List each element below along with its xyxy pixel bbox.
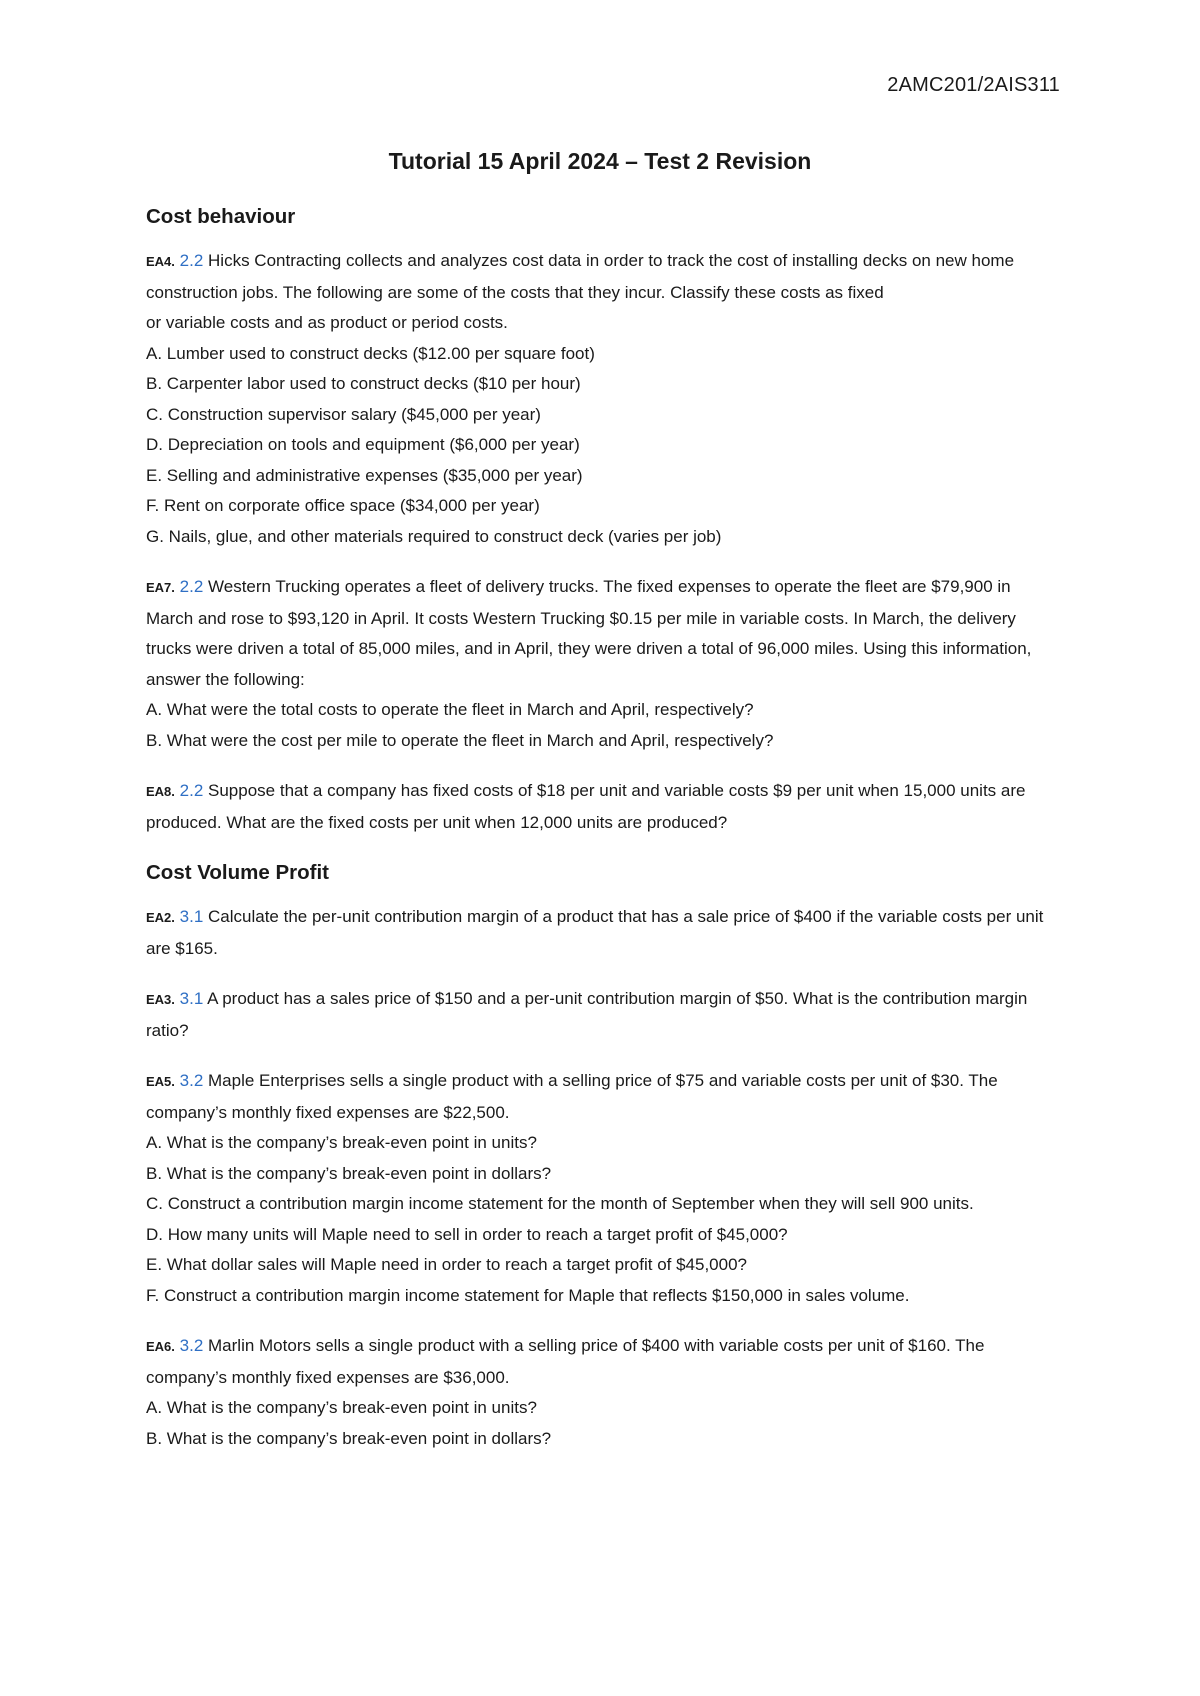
document-body [146, 202, 1056, 1474]
section-cost-volume-profit [146, 858, 1056, 1454]
exercise-item: A. What is the company’s break-even point in units? [146, 1133, 537, 1152]
exercise-ea4 [146, 246, 1056, 552]
exercise-text: Suppose that a company has fixed costs of $18 per unit and variable costs $9 per unit when 15,000 units are produced. What are the fixed costs per unit when 12,000 units are produced? [146, 781, 1026, 832]
exercise-text: Hicks Contracting collects and analyzes cost data in order to track the cost of installing decks on new home construction jobs. The following are some of the costs that they incur. Classify these costs as fixed [146, 251, 1015, 302]
exercise-item: B. What were the cost per mile to operate the fleet in March and April, respectively? [146, 730, 774, 750]
learning-objective-link[interactable]: 3.2 [179, 1071, 204, 1090]
exercise-item: F. Construct a contribution margin income statement for Maple that reflects $150,000 in sales volume. [146, 1285, 910, 1305]
exercise-ea3 [146, 984, 1056, 1046]
exercise-item: D. How many units will Maple need to sell in order to reach a target profit of $45,000? [146, 1224, 788, 1244]
exercise-item: E. What dollar sales will Maple need in order to reach a target profit of $45,000? [146, 1255, 748, 1274]
exercise-item: F. Rent on corporate office space ($34,000 per year) [146, 496, 540, 515]
learning-objective-link[interactable]: 2.2 [179, 781, 204, 800]
exercise-ea7 [146, 572, 1056, 756]
exercise-text: Maple Enterprises sells a single product with a selling price of $75 and variable costs per unit of $30. The company’s monthly fixed expenses are $22,500. [146, 1071, 998, 1122]
learning-objective-link[interactable]: 3.1 [179, 989, 204, 1008]
exercise-item: C. Construct a contribution margin income statement for the month of September when they will sell 900 units. [146, 1194, 974, 1213]
exercise-line: or variable costs and as product or period costs. [146, 313, 508, 332]
exercise-item: A. What is the company’s break-even point in units? [146, 1398, 537, 1417]
learning-objective-link[interactable]: 3.1 [179, 907, 204, 926]
exercise-code: EA4. [146, 254, 175, 269]
document-title: Tutorial 15 April 2024 – Test 2 Revision [388, 148, 812, 174]
section-cost-behaviour [146, 202, 1056, 838]
exercise-ea2 [146, 902, 1056, 964]
learning-objective-link[interactable]: 3.2 [179, 1336, 204, 1355]
exercise-item: B. What is the company’s break-even point in dollars? [146, 1163, 552, 1183]
exercise-code: EA3. [146, 992, 175, 1007]
learning-objective-link[interactable]: 2.2 [179, 577, 204, 596]
section-heading: Cost behaviour [146, 205, 296, 228]
section-heading: Cost Volume Profit [146, 861, 329, 884]
exercise-text: Western Trucking operates a fleet of delivery trucks. The fixed expenses to operate the fleet are $79,900 in March and rose to $93,120 in April. It costs Western Trucking $0.15 per mile in variable costs. In March, the delivery trucks were driven a total of 85,000 miles, and in April, they were driven a total of 96,000 miles. Using this information, answer the following: [146, 577, 1032, 689]
exercise-ea6 [146, 1331, 1056, 1454]
exercise-item: A. What were the total costs to operate the fleet in March and April, respectively? [146, 700, 754, 719]
exercise-item: E. Selling and administrative expenses ($35,000 per year) [146, 465, 583, 485]
exercise-text: Calculate the per-unit contribution margin of a product that has a sale price of $400 if the variable costs per unit are $165. [146, 907, 1044, 958]
learning-objective-link[interactable]: 2.2 [179, 251, 204, 270]
exercise-text: Marlin Motors sells a single product with a selling price of $400 with variable costs per unit of $160. The company’s monthly fixed expenses are $36,000. [146, 1336, 985, 1387]
exercise-code: EA5. [146, 1074, 175, 1089]
exercise-item: D. Depreciation on tools and equipment ($6,000 per year) [146, 435, 580, 454]
exercise-code: EA8. [146, 784, 175, 799]
exercise-ea8 [146, 776, 1056, 838]
exercise-code: EA2. [146, 910, 175, 925]
course-code: 2AMC201/2AIS311 [887, 74, 1060, 96]
exercise-item: G. Nails, glue, and other materials required to construct deck (varies per job) [146, 526, 722, 546]
exercise-code: EA7. [146, 580, 175, 595]
exercise-ea5 [146, 1066, 1056, 1311]
exercise-item: B. What is the company’s break-even point in dollars? [146, 1428, 552, 1448]
exercise-text: A product has a sales price of $150 and a per-unit contribution margin of $50. What is the contribution margin ratio? [146, 989, 1028, 1040]
exercise-item: A. Lumber used to construct decks ($12.00 per square foot) [146, 343, 595, 363]
exercise-item: B. Carpenter labor used to construct decks ($10 per hour) [146, 374, 581, 393]
exercise-code: EA6. [146, 1339, 175, 1354]
exercise-item: C. Construction supervisor salary ($45,000 per year) [146, 404, 541, 424]
